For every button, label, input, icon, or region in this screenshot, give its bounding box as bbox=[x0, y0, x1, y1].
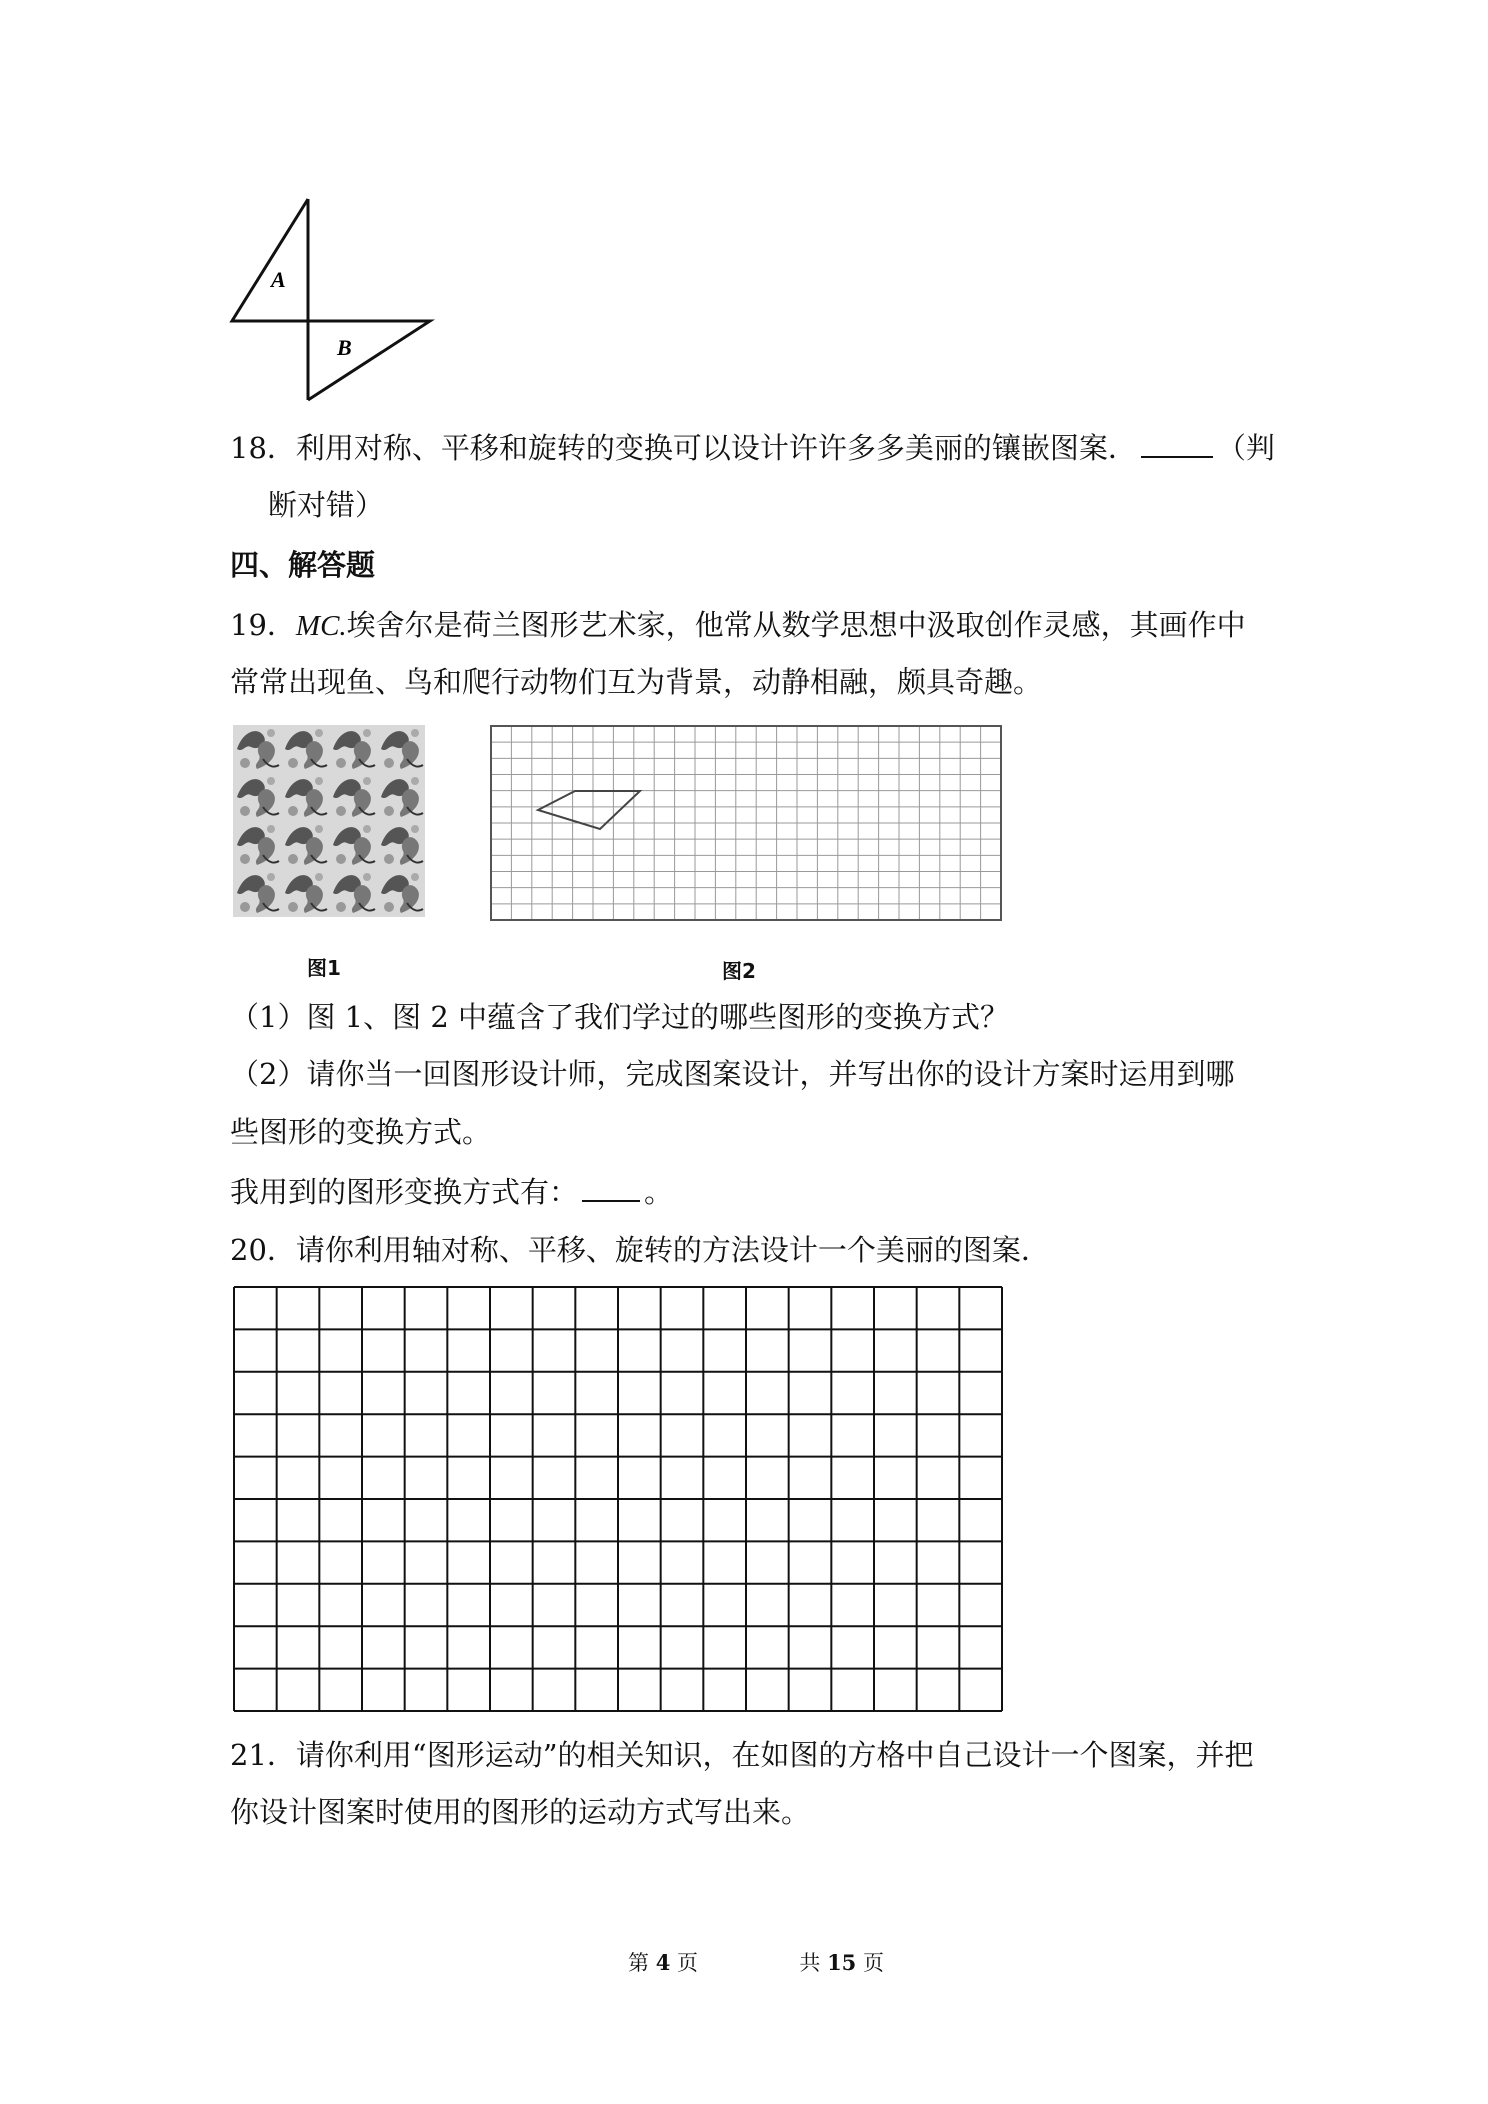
q19-line1: 埃舍尔是荷兰图形艺术家，他常从数学思想中汲取创作灵感，其画作中 bbox=[346, 608, 1246, 642]
footer-page-unit: 页 bbox=[677, 1951, 698, 1975]
question-20 bbox=[230, 1230, 1050, 1270]
triangles-figure bbox=[225, 195, 435, 405]
fig2-caption: 图2 bbox=[722, 959, 756, 983]
q20-number: 20． bbox=[230, 1233, 296, 1267]
q21-line1: 请你利用“图形运动”的相关知识，在如图的方格中自己设计一个图案，并把 bbox=[295, 1738, 1254, 1772]
q20-design-grid[interactable] bbox=[232, 1285, 1004, 1715]
q18-suffix: （判 bbox=[1216, 431, 1275, 465]
triangle-label-b: B bbox=[337, 335, 352, 360]
q18-number: 18． bbox=[230, 431, 296, 465]
footer-page-prefix: 第 bbox=[628, 1951, 649, 1975]
footer-total-unit: 页 bbox=[862, 1951, 884, 1975]
q19-answer-prefix: 我用到的图形变换方式有： bbox=[230, 1175, 579, 1209]
question-19-line1 bbox=[230, 605, 1246, 646]
q19-sub1: （1）图 1、图 2 中蕴含了我们学过的哪些图形的变换方式？ bbox=[230, 1000, 1010, 1034]
q19-answer-suffix: 。 bbox=[644, 1175, 674, 1209]
q21-number: 21． bbox=[230, 1738, 296, 1772]
q21-line2: 你设计图案时使用的图形的运动方式写出来。 bbox=[230, 1795, 811, 1829]
q19-answer-blank[interactable] bbox=[582, 1174, 640, 1202]
q19-sub2-line2: 些图形的变换方式。 bbox=[230, 1115, 492, 1149]
q20-text: 请你利用轴对称、平移、旋转的方法设计一个美丽的图案． bbox=[295, 1233, 1050, 1267]
question-18 bbox=[230, 428, 1275, 468]
q18-continuation: 断对错） bbox=[268, 488, 385, 522]
q18-answer-blank[interactable] bbox=[1141, 430, 1213, 458]
page-footer bbox=[628, 1947, 884, 1977]
triangle-label-a: A bbox=[271, 267, 286, 292]
q19-number: 19． bbox=[230, 608, 296, 642]
fig2-grid bbox=[490, 725, 1005, 925]
section-title: 四、解答题 bbox=[230, 548, 376, 582]
q19-line2: 常常出现鱼、鸟和爬行动物们互为背景，动静相融，颇具奇趣。 bbox=[230, 665, 1043, 699]
q19-mc: MC. bbox=[295, 610, 347, 642]
fig1-caption: 图1 bbox=[307, 956, 341, 980]
q19-sub2-line1: （2）请你当一回图形设计师，完成图案设计，并写出你的设计方案时运用到哪 bbox=[230, 1057, 1235, 1091]
q19-answer bbox=[230, 1172, 673, 1212]
footer-total-prefix: 共 bbox=[799, 1951, 821, 1975]
escher-tessellation-image bbox=[233, 725, 425, 917]
footer-total-number: 15 bbox=[827, 1950, 857, 1975]
q18-text: 利用对称、平移和旋转的变换可以设计许许多多美丽的镶嵌图案． bbox=[295, 431, 1137, 465]
footer-page-number: 4 bbox=[655, 1950, 671, 1975]
question-21-line1 bbox=[230, 1735, 1254, 1775]
